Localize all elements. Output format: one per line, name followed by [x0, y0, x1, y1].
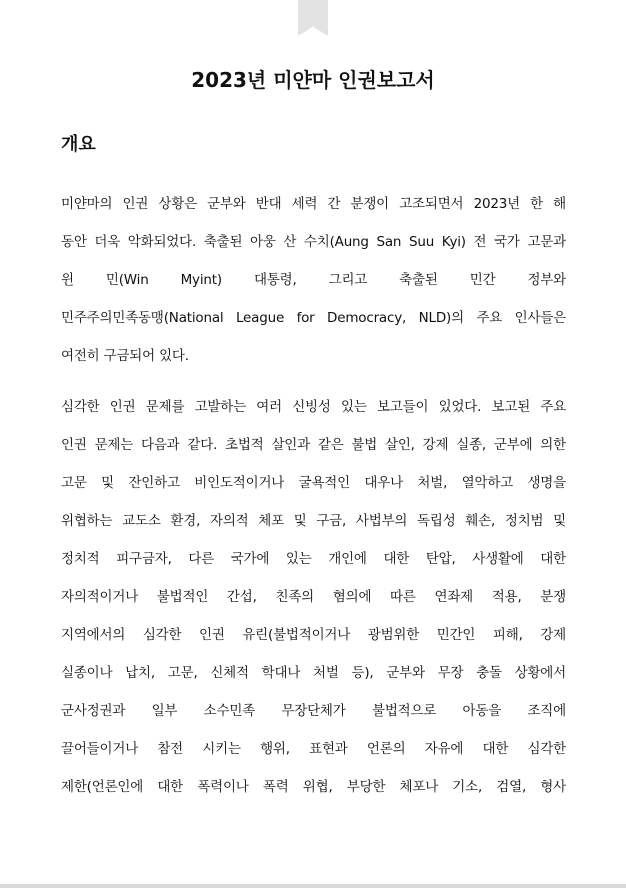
- paragraph-line: 군사정권과 일부 소수민족 무장단체가 불법적으로 아동을 조직에: [61, 703, 566, 719]
- paragraph-1: [61, 185, 566, 375]
- paragraph-line: 고문 및 잔인하고 비인도적이거나 굴욕적인 대우나 처벌, 열악하고 생명을: [61, 475, 566, 491]
- paragraph-line: 심각한 인권 문제를 고발하는 여러 신빙성 있는 보고들이 있었다. 보고된 주요: [61, 399, 566, 415]
- paragraph-line: 인권 문제는 다음과 같다. 초법적 살인과 같은 불법 살인, 강제 실종, 군부에 의한: [61, 437, 566, 453]
- paragraph-line: 끌어들이거나 참전 시키는 행위, 표현과 언론의 자유에 대한 심각한: [61, 741, 566, 757]
- paragraph-2: [61, 388, 566, 806]
- paragraph-line: 정치적 피구금자, 다른 국가에 있는 개인에 대한 탄압, 사생활에 대한: [61, 551, 566, 567]
- page-bottom-border: [0, 884, 626, 888]
- section-heading: 개요: [61, 134, 96, 155]
- paragraph-line: 지역에서의 심각한 인권 유린(불법적이거나 광범위한 민간인 피해, 강제: [61, 627, 566, 643]
- paragraph-line: 미얀마의 인권 상황은 군부와 반대 세력 간 분쟁이 고조되면서 2023년 한 해: [61, 196, 566, 212]
- paragraph-line: 제한(언론인에 대한 폭력이나 폭력 위협, 부당한 체포나 기소, 검열, 형사: [61, 779, 566, 795]
- paragraph-line: 위협하는 교도소 환경, 자의적 체포 및 구금, 사법부의 독립성 훼손, 정치범 및: [61, 513, 566, 529]
- paragraph-line: 실종이나 납치, 고문, 신체적 학대나 처벌 등), 군부와 무장 충돌 상황에서: [61, 665, 566, 681]
- paragraph-line: 윈 민(Win Myint) 대통령, 그리고 축출된 민간 정부와: [61, 272, 566, 288]
- paragraph-line: 여전히 구금되어 있다.: [61, 348, 189, 364]
- paragraph-line: 민주주의민족동맹(National League for Democracy, NLD)의 주요 인사들은: [61, 310, 566, 326]
- paragraph-line: 자의적이거나 불법적인 간섭, 친족의 혐의에 따른 연좌제 적용, 분쟁: [61, 589, 566, 605]
- bookmark-ribbon-icon: [298, 0, 328, 36]
- paragraph-line: 동안 더욱 악화되었다. 축출된 아웅 산 수치(Aung San Suu Kyi) 전 국가 고문과: [61, 234, 566, 250]
- page-title: 2023년 미얀마 인권보고서: [191, 68, 435, 92]
